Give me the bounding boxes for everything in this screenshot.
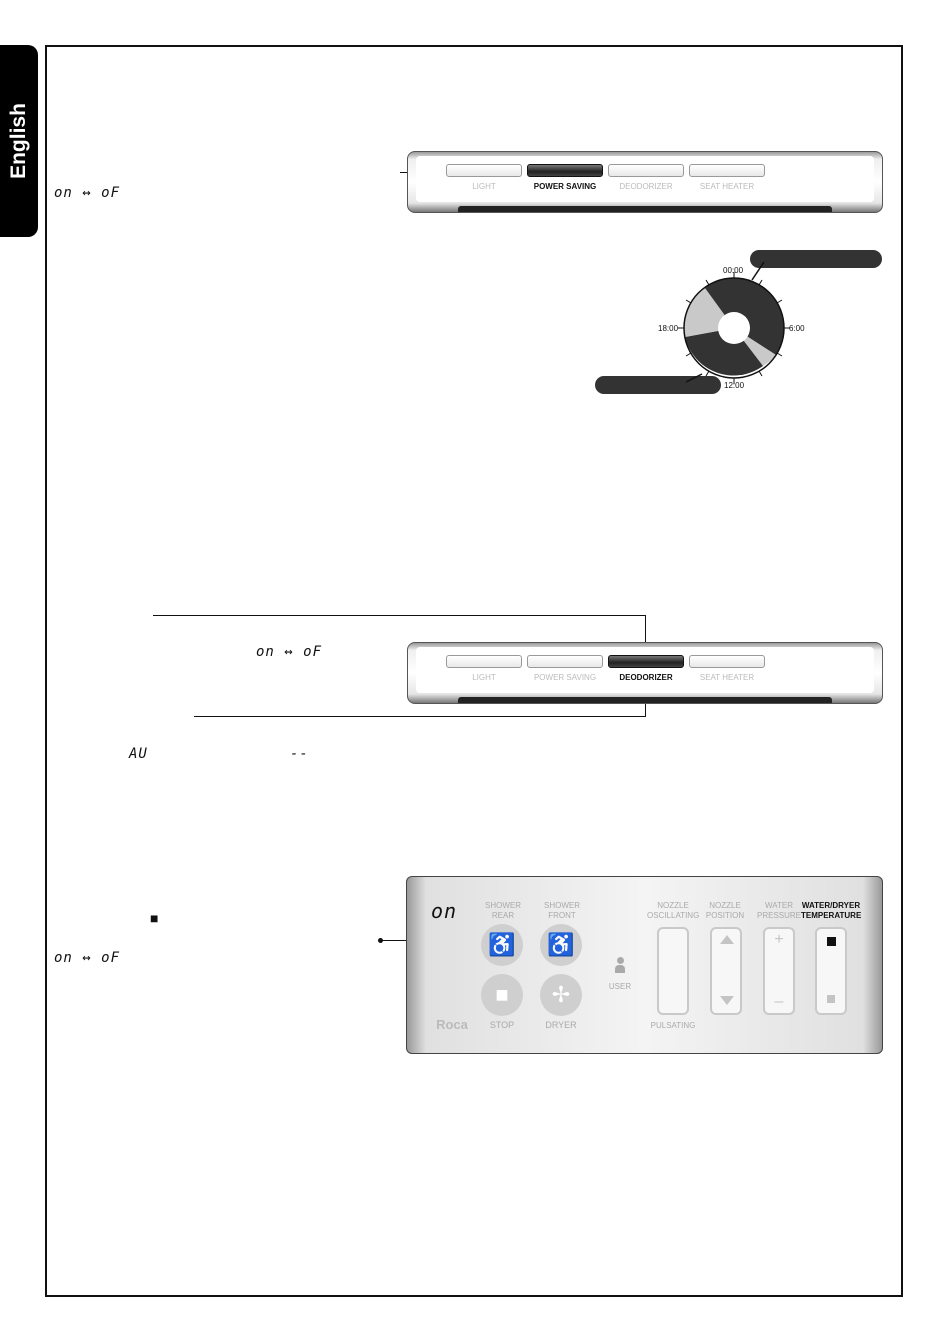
- power-saving-toggle-text: on ↔ oF: [54, 185, 121, 201]
- clock-label-0000: 00:00: [723, 266, 744, 275]
- light-button[interactable]: [446, 655, 522, 668]
- stop-label: STOP: [489, 1020, 515, 1030]
- deodorizer-button[interactable]: [608, 164, 684, 177]
- clock-label-1800: 18:00: [658, 324, 679, 333]
- clock-label-1200: 12:00: [724, 381, 745, 390]
- minus-icon: –: [774, 993, 784, 1010]
- seat-heater-button[interactable]: [689, 164, 765, 177]
- power-saving-label: POWER SAVING: [533, 182, 597, 191]
- clock-label-600: 6:00: [789, 324, 805, 333]
- clock-diagram: [672, 262, 796, 392]
- dash-text: --: [290, 746, 309, 762]
- auto-mode-text: AU: [129, 746, 148, 762]
- temperature-button[interactable]: [815, 927, 847, 1015]
- user-icon: [615, 957, 625, 973]
- power-saving-button[interactable]: [527, 164, 603, 177]
- light-label: LIGHT: [472, 182, 496, 191]
- nozzle-position-label: NOZZLE POSITION: [705, 901, 745, 920]
- language-tab: [0, 45, 38, 237]
- seat-heater-label: SEAT HEATER: [699, 182, 755, 191]
- shower-rear-icon: ♿: [488, 932, 516, 957]
- temperature-low-indicator: [827, 995, 835, 1003]
- shower-front-label: SHOWER FRONT: [544, 901, 580, 920]
- remote-display: on: [431, 899, 458, 923]
- control-panel-2: [407, 642, 883, 704]
- temperature-toggle-text: on ↔ oF: [54, 950, 121, 966]
- nozzle-position-button[interactable]: [710, 927, 742, 1015]
- stop-icon: ■: [495, 982, 509, 1007]
- pulsating-label: PULSATING: [650, 1021, 696, 1030]
- shower-front-button[interactable]: [540, 924, 582, 966]
- light-button[interactable]: [446, 164, 522, 177]
- dryer-label: DRYER: [545, 1020, 577, 1030]
- language-label: English: [7, 103, 30, 179]
- power-saving-button[interactable]: [527, 655, 603, 668]
- fan-icon: ✢: [551, 982, 571, 1007]
- callout-dot-temp: [378, 938, 383, 943]
- water-dryer-temperature-label: WATER/DRYER TEMPERATURE: [801, 901, 862, 920]
- seat-heater-label: SEAT HEATER: [699, 673, 755, 682]
- power-saving-label: POWER SAVING: [533, 673, 597, 682]
- deodorizer-button[interactable]: [608, 655, 684, 668]
- shower-rear-button[interactable]: [481, 924, 523, 966]
- callout-line-upper: [153, 615, 646, 616]
- arrow-down-icon: [720, 996, 734, 1005]
- control-panel-1: [407, 151, 883, 213]
- square-symbol: ■: [150, 910, 159, 926]
- remote-control-panel: [406, 876, 883, 1054]
- deodorizer-label: DEODORIZER: [619, 673, 673, 682]
- shower-front-icon: ♿: [547, 932, 575, 957]
- water-pressure-label: WATER PRESSURE: [757, 901, 802, 920]
- user-label[interactable]: USER: [608, 982, 632, 991]
- stop-button[interactable]: [481, 974, 523, 1016]
- seat-heater-button[interactable]: [689, 655, 765, 668]
- light-label: LIGHT: [472, 673, 496, 682]
- arrow-up-icon: [720, 935, 734, 944]
- temperature-high-indicator: [827, 937, 836, 946]
- roca-logo: Roca: [436, 1017, 468, 1032]
- water-pressure-button[interactable]: [763, 927, 795, 1015]
- dryer-button[interactable]: [540, 974, 582, 1016]
- nozzle-oscillating-button[interactable]: [657, 927, 689, 1015]
- plus-icon: +: [774, 931, 784, 948]
- callout-line-lower: [194, 716, 646, 717]
- deodorizer-label: DEODORIZER: [619, 182, 673, 191]
- shower-rear-label: SHOWER REAR: [485, 901, 521, 920]
- deodorizer-toggle-text: on ↔ oF: [256, 644, 323, 660]
- nozzle-oscillating-label: NOZZLE OSCILLATING: [647, 901, 700, 920]
